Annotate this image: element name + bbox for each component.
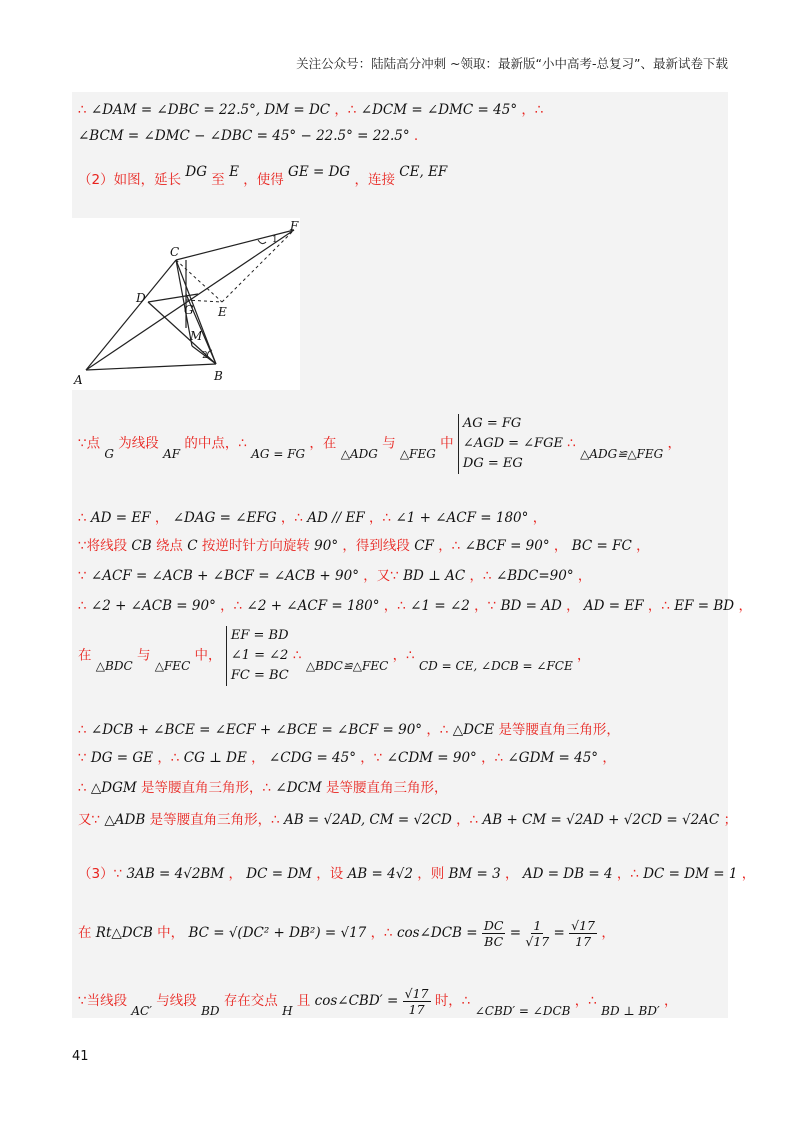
- label-g: G: [184, 303, 194, 317]
- brace-system-2: EF = BD ∠1 = ∠2 FC = BC: [226, 626, 289, 686]
- line-15: 在 Rt△DCB 中， BC = √(DC² + DB²) = √17 ，∴ cos∠DCB = $\frac{DC}{BC}$ = $\frac{1}{√17}$ = $\frac{√17}{17}$ ，: [78, 918, 615, 949]
- brace-system-1: AG = FG ∠AGD = ∠FGE DG = EG: [458, 414, 563, 474]
- line-14: （3）∵ 3AB = 4√2BM ， DC = DM ，设 AB = 4√2 ，则 BM = 3 ， AD = DB = 4 ，∴ DC = DM = 1 ，: [78, 866, 756, 882]
- page-number: 41: [72, 1049, 89, 1064]
- label-b: B: [214, 369, 223, 383]
- geometry-diagram: [72, 218, 300, 390]
- line-11: ∵ DG = GE ，∴ CG ⊥ DE ， ∠CDG = 45° ，∵ ∠CDM = 90° ，∴ ∠GDM = 45° ，: [78, 750, 616, 766]
- label-angle-1: 1: [272, 235, 278, 245]
- line-1: ∴ ∠DAM = ∠DBC = 22.5°, DM = DC ，∴ ∠DCM = ∠DMC = 45° ，∴: [78, 102, 544, 118]
- label-m: M: [190, 329, 203, 343]
- line-4: ∵点 G 为线段 AF 的中点，∴ AG = FG ，在 △ADG 与 △FEG 中 AG = FG ∠AGD = ∠FGE DG = EG ∴ △ADG≌△FEG ，: [78, 414, 681, 474]
- line-16: ∵当线段 AC′ 与线段 BD 存在交点 H 且 cos∠CBD′ = $\frac{√17}{17}$ 时，∴ ∠CBD′ = ∠DCB ，∴ BD ⊥ BD′ ，: [78, 986, 678, 1018]
- fraction-dc-bc: $\frac{DC}{BC}$: [483, 918, 504, 949]
- fraction-sqrt17-17: $\frac{√17}{17}$: [571, 918, 596, 949]
- label-f: F: [290, 219, 299, 233]
- label-c: C: [170, 245, 180, 259]
- page-header: 关注公众号：陆陆高分冲刺 ~领取：最新版“小中高考-总复习”、最新试卷下载: [296, 56, 728, 71]
- label-e: E: [218, 305, 227, 319]
- geometry-figure: [72, 218, 300, 390]
- label-d: D: [136, 291, 146, 305]
- line-6: ∵将线段 CB 绕点 C 按逆时针方向旋转 90° ，得到线段 CF ，∴ ∠BCF = 90° ， BC = FC ，: [78, 538, 650, 554]
- line-8: ∴ ∠2 + ∠ACB = 90° ，∴ ∠2 + ∠ACF = 180° ，∴ ∠1 = ∠2 ，∵ BD = AD ， AD = EF ，∴ EF = BD ，: [78, 598, 752, 614]
- line-7: ∵ ∠ACF = ∠ACB + ∠BCF = ∠ACB + 90° ，又∵ BD ⊥ AC ，∴ ∠BDC=90° ，: [78, 568, 592, 584]
- solution-content: [72, 92, 756, 1018]
- line-2: ∠BCM = ∠DMC − ∠DBC = 45° − 22.5° = 22.5° .: [78, 128, 419, 144]
- label-a: A: [74, 373, 83, 387]
- line-3: （2）如图，延长 DG 至 E ，使得 GE = DG ，连接 CE, EF: [78, 164, 448, 188]
- line-12: ∴ △DGM 是等腰直角三角形，∴ ∠DCM 是等腰直角三角形，: [78, 780, 448, 796]
- line-5: ∴ AD = EF ， ∠DAG = ∠EFG ，∴ AD // EF ，∴ ∠1 + ∠ACF = 180° ，: [78, 510, 547, 526]
- label-angle-2: 2: [202, 351, 208, 361]
- line-13: 又∵ △ADB 是等腰直角三角形，∴ AB = √2AD, CM = √2CD ，∴ AB + CM = √2AD + √2CD = √2AC ；: [78, 812, 738, 828]
- line-10: ∴ ∠DCB + ∠BCE = ∠ECF + ∠BCE = ∠BCF = 90° ，∴ △DCE 是等腰直角三角形，: [78, 722, 620, 738]
- line-9: 在 △BDC 与 △FEC 中， EF = BD ∠1 = ∠2 FC = BC ∴ △BDC≌△FEC ，∴ CD = CE, ∠DCB = ∠FCE ，: [78, 626, 591, 686]
- fraction-1-sqrt17: $\frac{1}{√17}$: [525, 918, 550, 949]
- fraction-cos-cbd: $\frac{√17}{17}$: [404, 986, 429, 1017]
